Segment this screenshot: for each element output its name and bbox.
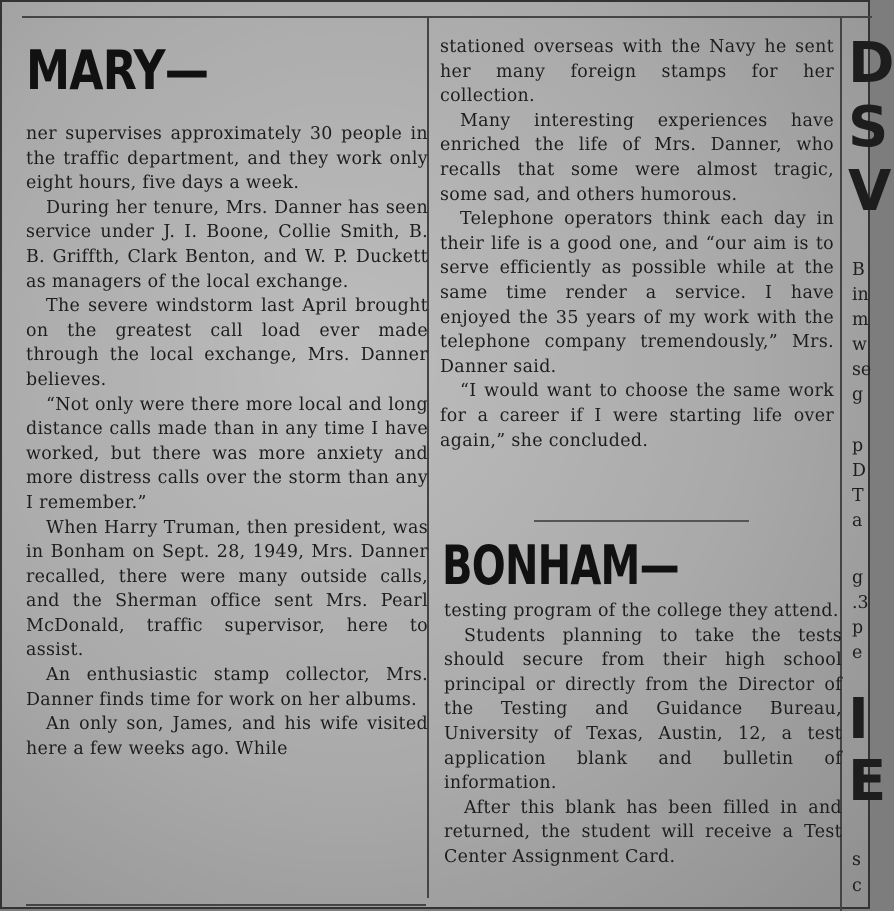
section-separator	[534, 520, 749, 522]
edge-letter: D	[848, 31, 894, 96]
paragraph: stationed overseas with the Navy he sent her many foreign stamps for her collection.	[440, 37, 834, 107]
edge-fragment: B	[852, 260, 865, 280]
edge-fragment: .3	[852, 593, 869, 613]
edge-fragment: s	[852, 850, 861, 870]
edge-fragment: g	[852, 568, 864, 588]
headline-bonham: BONHAM—	[442, 534, 679, 597]
paragraph: When Harry Truman, then president, was in Bonham on Sept. 28, 1949, Mrs. Danner recalled, there were many outside calls, and the Sherman office sent Mrs. Pearl McDonald, traffic supervisor, here to assist.	[26, 517, 428, 661]
top-column-rule	[22, 16, 872, 18]
edge-fragment: c	[852, 876, 862, 896]
edge-fragment: T	[852, 486, 864, 506]
paragraph: Telephone operators think each day in their life is a good one, and “our aim is to serve efficiently as possible while at the same time render a service. I have enjoyed the 35 years of my work with the telephone company tremendously,” Mrs. Danner said.	[440, 209, 834, 377]
edge-fragment: p	[852, 618, 864, 638]
edge-fragment: w	[852, 335, 867, 355]
middle-column-top	[440, 35, 834, 453]
edge-letter: S	[848, 95, 889, 160]
paragraph: After this blank has been filled in and returned, the student will receive a Test Center Assignment Card.	[444, 797, 842, 867]
paragraph: “I would want to choose the same work for a career if I were starting life over again,” she concluded.	[440, 381, 834, 451]
edge-fragment: p	[852, 436, 864, 456]
paragraph: Many interesting experiences have enriched the life of Mrs. Danner, who recalls that some were almost tragic, some sad, and others humorous.	[440, 110, 834, 205]
middle-column-bottom	[444, 599, 842, 870]
edge-fragment: g	[852, 385, 864, 405]
edge-fragment: e	[852, 643, 863, 663]
edge-letter: V	[848, 159, 892, 224]
left-column	[26, 122, 428, 761]
paragraph: Students planning to take the tests should secure from their high school principal or directly from the Director of the Testing and Guidance Bureau, University of Texas, Austin, 12, a test application blank and bulletin of information.	[444, 625, 842, 794]
edge-fragment: in	[852, 285, 869, 305]
edge-letter: I	[848, 687, 869, 752]
paragraph: An only son, James, and his wife visited here a few weeks ago. While	[26, 714, 428, 759]
edge-fragment: a	[852, 511, 863, 531]
paragraph: The severe windstorm last April brought on the greatest call load ever made through the local exchange, Mrs. Danner believes.	[26, 296, 428, 390]
paragraph: testing program of the college they attend.	[444, 601, 839, 621]
paragraph: During her tenure, Mrs. Danner has seen service under J. I. Boone, Collie Smith, B. B. Griffth, Clark Benton, and W. P. Duckett as managers of the local exchange.	[26, 197, 428, 292]
edge-letter: E	[848, 749, 887, 814]
paragraph: ner supervises approximately 30 people in the traffic department, and they work only eight hours, five days a week.	[26, 124, 428, 194]
bottom-rule	[26, 904, 426, 906]
edge-fragment: se	[852, 360, 872, 380]
paragraph: “Not only were there more local and long distance calls made than in any time I have worked, but there was more anxiety and more distress calls over the storm than any I remember.”	[26, 394, 428, 513]
edge-fragment: m	[852, 310, 869, 330]
headline-mary: MARY—	[26, 39, 209, 102]
edge-fragment: D	[852, 461, 866, 481]
paragraph: An enthusiastic stamp collector, Mrs. Danner finds time for work on her albums.	[26, 665, 428, 710]
